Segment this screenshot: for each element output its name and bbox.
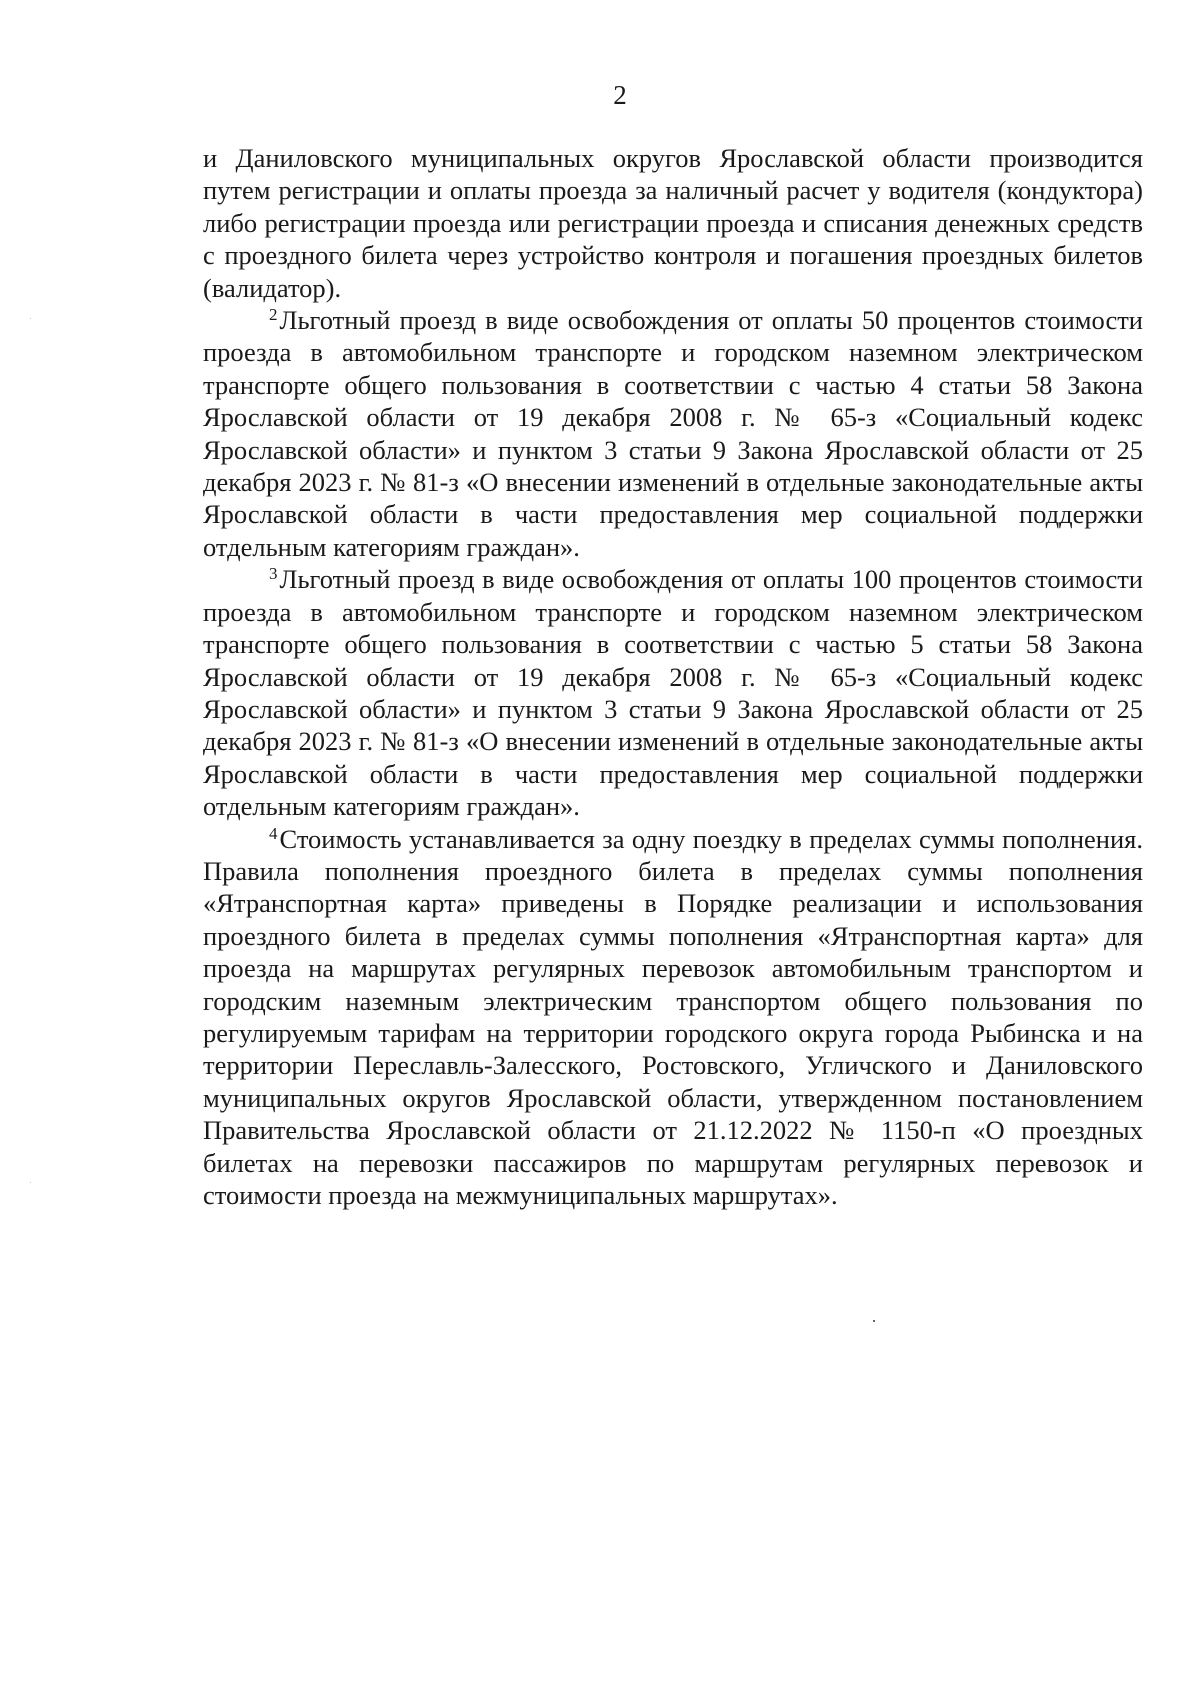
scan-edge-mark [30,318,31,319]
footnote-3 [203,563,1143,822]
footnote-4 [203,823,1143,1212]
footnote-marker: 2 [269,305,278,325]
footnote-text: Льготный проезд в виде освобождения от оплаты 50 процентов стоимости проезда в автомобильном транспорте и городском наземном электрическом транспорте общего пользования в соответствии с частью 4 статьи 58 Закона Ярославской области от 19 декабря 2008 г. № 65-з «Социальный кодекс Ярославской области» и пунктом 3 статьи 9 Закона Ярославской области от 25 декабря 2023 г. № 81-з «О внесении изменений в отдельные законодательные акты Ярославской области в части предоставления мер социальной поддержки отдельным категориям граждан». [203,305,1143,562]
scan-edge-mark [30,1182,31,1183]
page-number: 2 [613,80,627,110]
paragraph-continuation [203,142,1143,304]
scan-speck [873,1320,875,1322]
document-body [203,142,1143,1211]
footnote-marker: 4 [269,823,278,843]
footnote-text: Льготный проезд в виде освобождения от оплаты 100 процентов стоимости проезда в автомобильном транспорте и городском наземном электрическом транспорте общего пользования в соответствии с частью 5 статьи 58 Закона Ярославской области от 19 декабря 2008 г. № 65-з «Социальный кодекс Ярославской области» и пунктом 3 статьи 9 Закона Ярославской области от 25 декабря 2023 г. № 81-з «О внесении изменений в отдельные законодательные акты Ярославской области в части предоставления мер социальной поддержки отдельным категориям граждан». [203,564,1143,822]
paragraph-text: и Даниловского муниципальных округов Ярославской области производится путем регистрации и оплаты проезда за наличный расчет у водителя (кондуктора) либо регистрации проезда или регистрации проезда и списания денежных средств с проездного билета через устройство контроля и погашения проездных билетов (валидатор). [203,143,1143,303]
footnote-text: Стоимость устанавливается за одну поездку в пределах суммы пополнения. Правила пополнения проездного билета в пределах суммы пополнения «Ятранспортная карта» приведены в Порядке реализации и использования проездного билета в пределах суммы пополнения «Ятранспортная карта» для проезда на маршрутах регулярных перевозок автомобильным транспортом и городским наземным электрическим транспортом общего пользования по регулируемым тарифам на территории городского округа города Рыбинска и на территории Переславль-Залесского, Ростовского, Угличского и Даниловского муниципальных округов Ярославской области, утвержденном постановлением Правительства Ярославской области от 21.12.2022 № 1150-п «О проездных билетах на перевозки пассажиров по маршрутам регулярных перевозок и стоимости проезда на межмуниципальных маршрутах». [203,823,1143,1210]
footnote-marker: 3 [269,564,278,584]
footnote-2 [203,304,1143,563]
